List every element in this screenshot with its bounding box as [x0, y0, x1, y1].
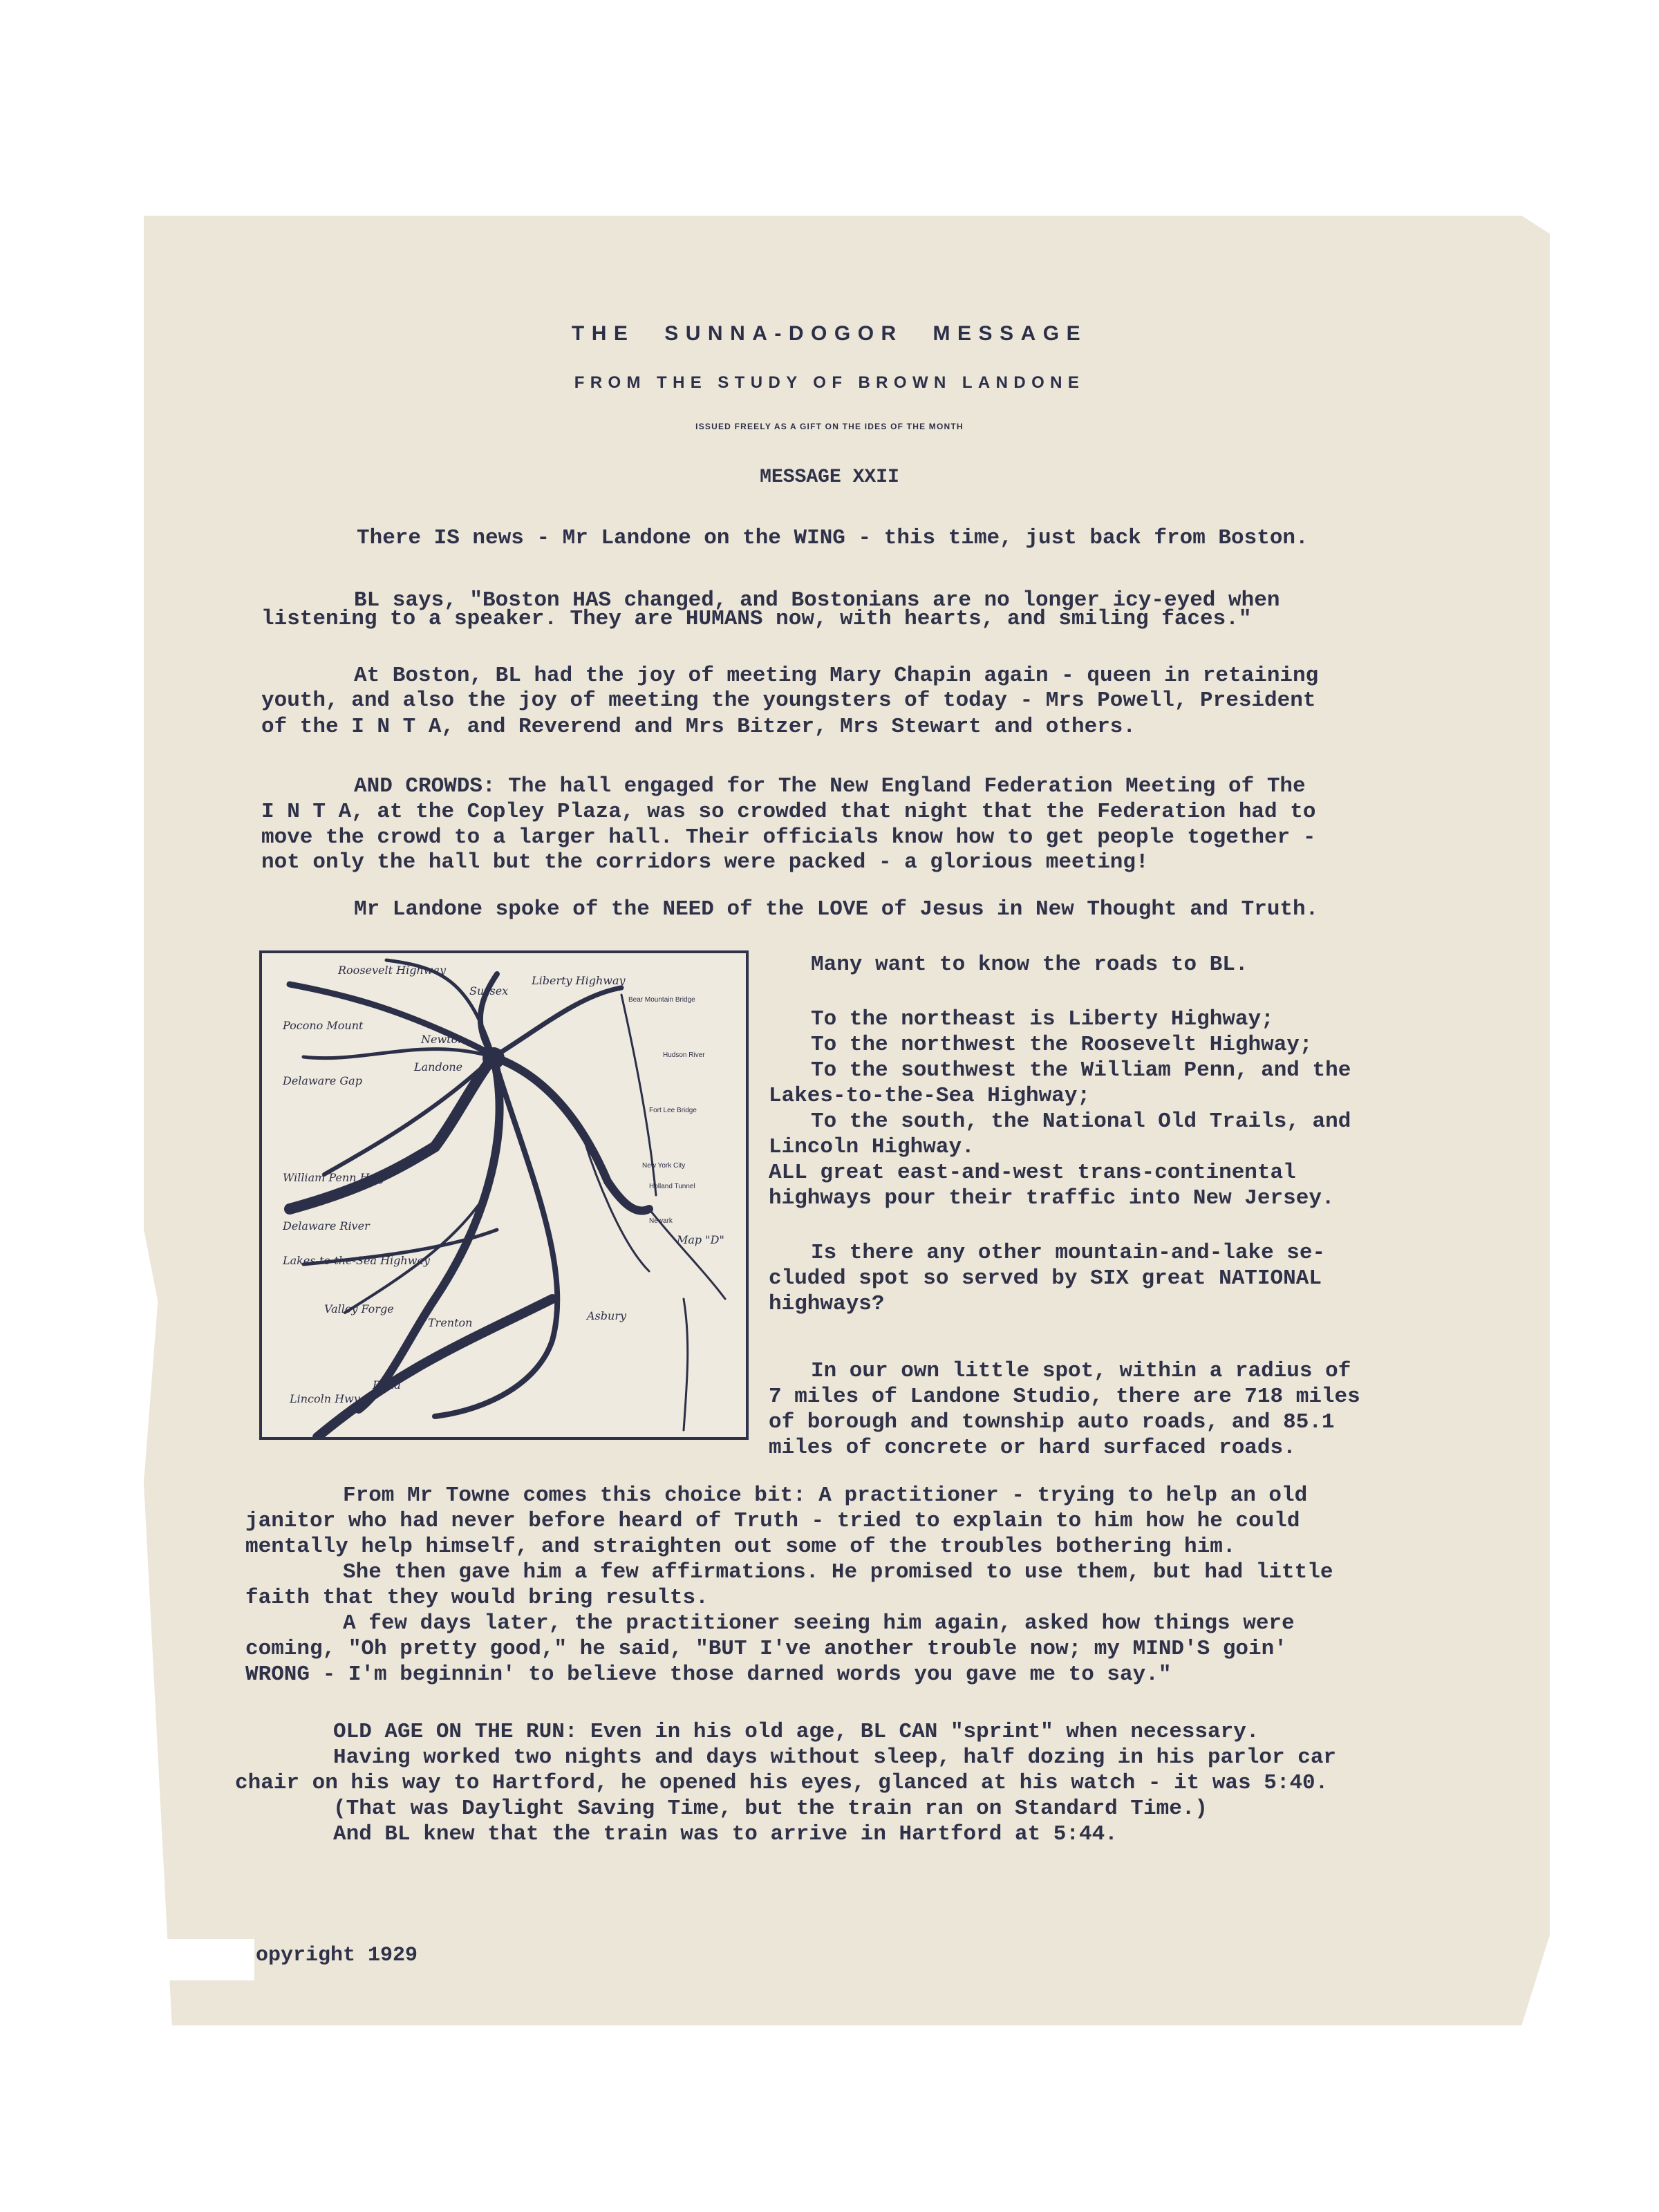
map-label-new-york: New York City: [642, 1162, 686, 1170]
map-label-delaware-gap: Delaware Gap: [283, 1074, 362, 1087]
issued-note: ISSUED FREELY AS A GIFT ON THE IDES OF THE MONTH: [695, 422, 964, 431]
map-label-delaware-river: Delaware River: [283, 1219, 370, 1232]
paragraph-line: At Boston, BL had the joy of meeting Mary Chapin again - queen in retaining: [354, 664, 1319, 688]
roads-line: of borough and township auto roads, and 85.1: [769, 1410, 1335, 1434]
towne-line: WRONG - I'm beginnin' to believe those darned words you gave me to say.": [245, 1662, 1172, 1687]
towne-line: faith that they would bring results.: [245, 1586, 709, 1610]
roads-line: highways pour their traffic into New Jersey.: [769, 1186, 1335, 1210]
paragraph-line: Mr Landone spoke of the NEED of the LOVE of Jesus in New Thought and Truth.: [354, 897, 1319, 921]
old-age-line: chair on his way to Hartford, he opened his eyes, glanced at his watch - it was 5:40.: [235, 1771, 1329, 1795]
roads-line: To the southwest the William Penn, and the: [811, 1058, 1351, 1082]
paragraph-line: not only the hall but the corridors were packed - a glorious meeting!: [261, 850, 1149, 874]
towne-line: From Mr Towne comes this choice bit: A practitioner - trying to help an old: [343, 1483, 1308, 1508]
roads-line: Many want to know the roads to BL.: [811, 953, 1248, 977]
old-age-line: Having worked two nights and days without sleep, half dozing in his parlor car: [333, 1745, 1337, 1770]
roads-line: Lincoln Highway.: [769, 1135, 975, 1159]
map-label-william-penn: William Penn Hwy: [283, 1171, 386, 1184]
map-drawing: [262, 953, 746, 1437]
roads-line: To the northwest the Roosevelt Highway;: [811, 1033, 1313, 1057]
map-label-newton: Newton: [421, 1033, 465, 1046]
map-label-lincoln: Lincoln Hwy: [290, 1392, 360, 1405]
roads-line: In our own little spot, within a radius of: [811, 1359, 1351, 1383]
towne-line: She then gave him a few affirmations. He promised to use them, but had little: [343, 1560, 1333, 1584]
paragraph-line: of the I N T A, and Reverend and Mrs Bitzer, Mrs Stewart and others.: [261, 715, 1136, 739]
copyright-notice: opyright 1929: [256, 1944, 418, 1967]
newsletter-title: THE SUNNA-DOGOR MESSAGE: [571, 322, 1088, 345]
paragraph-line: BL says, "Boston HAS changed, and Bostonians are no longer icy-eyed when: [354, 588, 1280, 612]
towne-line: coming, "Oh pretty good," he said, "BUT I've another trouble now; my MIND'S goin': [245, 1637, 1287, 1661]
roads-line: To the northeast is Liberty Highway;: [811, 1007, 1274, 1031]
highway-map: [259, 950, 749, 1440]
paragraph-line: youth, and also the joy of meeting the youngsters of today - Mrs Powell, President: [261, 688, 1316, 713]
roads-line: miles of concrete or hard surfaced roads.: [769, 1436, 1296, 1460]
towne-line: mentally help himself, and straighten out some of the troubles bothering him.: [245, 1535, 1236, 1559]
landone-marker: [482, 1047, 505, 1069]
map-label-holland: Holland Tunnel: [649, 1183, 695, 1190]
roads-line: Is there any other mountain-and-lake se-: [811, 1241, 1326, 1265]
old-age-line: OLD AGE ON THE RUN: Even in his old age, BL CAN "sprint" when necessary.: [333, 1720, 1259, 1744]
towne-line: janitor who had never before heard of Truth - tried to explain to him how he could: [245, 1509, 1300, 1533]
map-label-fort-lee: Fort Lee Bridge: [649, 1107, 697, 1114]
map-label-bear-mountain: Bear Mountain Bridge: [628, 996, 695, 1004]
map-caption: Map "D": [677, 1233, 724, 1246]
map-label-hudson: Hudson River: [663, 1051, 705, 1059]
old-age-line: And BL knew that the train was to arrive in Hartford at 5:44.: [333, 1822, 1118, 1846]
paragraph-news: There IS news - Mr Landone on the WING - this time, just back from Boston.: [357, 526, 1309, 550]
map-label-sussex: Sussex: [469, 984, 509, 997]
newsletter-subtitle: FROM THE STUDY OF BROWN LANDONE: [574, 373, 1085, 392]
towne-line: A few days later, the practitioner seeing him again, asked how things were: [343, 1611, 1295, 1635]
map-label-pocono: Pocono Mount: [283, 1019, 364, 1032]
map-label-trenton: Trenton: [428, 1316, 473, 1329]
map-label-lakes-to-sea: Lakes-to-the-Sea Highway: [283, 1254, 430, 1267]
torn-corner: [144, 1939, 254, 1980]
paragraph-line: listening to a speaker. They are HUMANS now, with hearts, and smiling faces.": [261, 607, 1252, 631]
roads-line: To the south, the National Old Trails, and: [811, 1109, 1351, 1134]
paragraph-line: move the crowd to a larger hall. Their officials know how to get people together -: [261, 825, 1316, 850]
roads-line: Lakes-to-the-Sea Highway;: [769, 1084, 1091, 1108]
map-label-liberty: Liberty Highway: [532, 974, 626, 987]
message-number: MESSAGE XXII: [760, 467, 899, 488]
paragraph-line: I N T A, at the Copley Plaza, was so crowded that night that the Federation had to: [261, 800, 1316, 824]
roads-line: highways?: [769, 1292, 885, 1316]
old-age-line: (That was Daylight Saving Time, but the train ran on Standard Time.): [333, 1797, 1208, 1821]
map-label-asbury: Asbury: [587, 1309, 626, 1322]
roads-line: 7 miles of Landone Studio, there are 718 miles: [769, 1385, 1360, 1409]
map-label-newark: Newark: [649, 1217, 673, 1225]
paragraph-line: AND CROWDS: The hall engaged for The New England Federation Meeting of The: [354, 774, 1306, 798]
map-label-valley-forge: Valley Forge: [324, 1302, 394, 1315]
map-label-roosevelt: Roosevelt Highway: [338, 964, 447, 977]
map-label-philadelphia: Phila: [373, 1378, 401, 1391]
map-label-landone: Landone: [414, 1060, 463, 1074]
roads-line: ALL great east-and-west trans-continental: [769, 1161, 1296, 1185]
roads-line: cluded spot so served by SIX great NATIONAL: [769, 1266, 1322, 1291]
